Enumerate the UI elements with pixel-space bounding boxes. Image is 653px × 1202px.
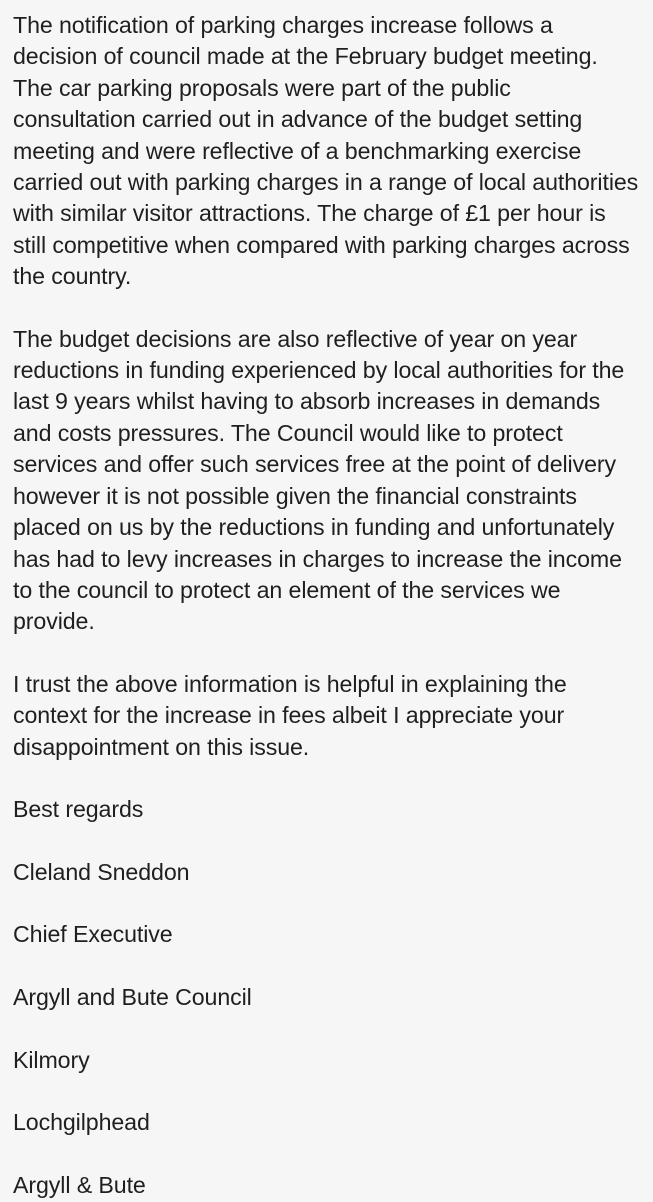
letter-paragraph-3: I trust the above information is helpful in explaining the context for the increase in fees albeit I appreciate your disappointment on this issue. bbox=[13, 670, 567, 760]
signoff: Best regards bbox=[13, 795, 144, 822]
signatory-name: Cleland Sneddon bbox=[13, 858, 190, 885]
address-line-1: Kilmory bbox=[13, 1046, 90, 1073]
letter-paragraph-1: The notification of parking charges increase follows a decision of council made at the February budget meeting. The car parking proposals were part of the public consultation carried out in advance of the budget setting meeting and were reflective of a benchmarking exercise carried out with parking charges in a range of local authorities with similar visitor attractions. The charge of £1 per hour is still competitive when compared with parking charges across the country. bbox=[13, 12, 639, 290]
address-line-2: Lochgilphead bbox=[13, 1109, 150, 1136]
organisation-name: Argyll and Bute Council bbox=[13, 984, 252, 1011]
address-line-3: Argyll & Bute bbox=[13, 1172, 146, 1199]
letter-paragraph-2: The budget decisions are also reflective of year on year reductions in funding experienced by local authorities for the last 9 years whilst having to absorb increases in demands and costs pressures. The Council would like to protect services and offer such services free at the point of delivery however it is not possible given the financial constraints placed on us by the reductions in funding and unfortunately has had to levy increases in charges to increase the income to the council to protect an element of the services we provide. bbox=[13, 325, 625, 635]
signatory-title: Chief Executive bbox=[13, 921, 173, 948]
